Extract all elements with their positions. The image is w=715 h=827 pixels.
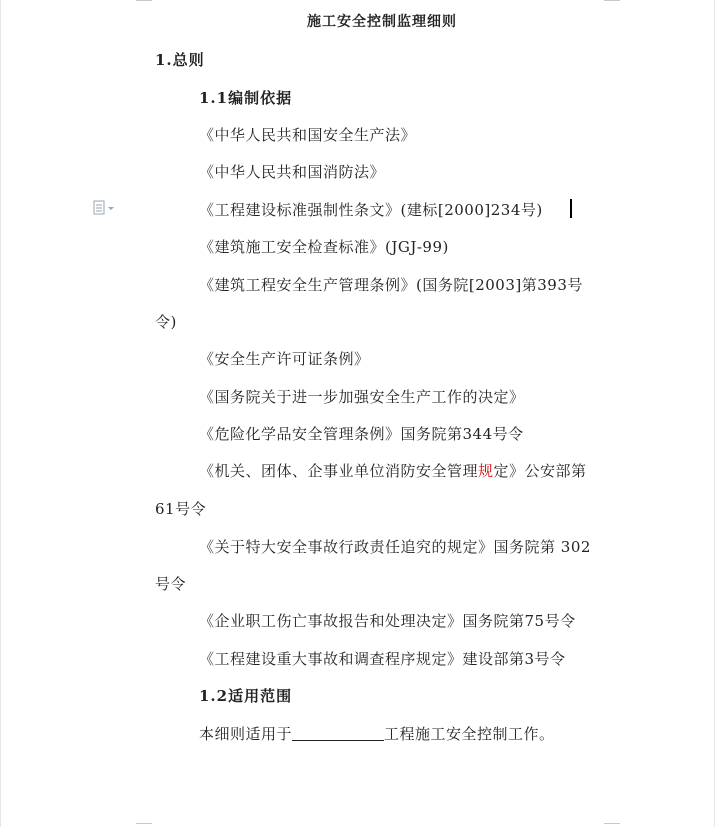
section-1-heading: 1.总则 [155, 51, 205, 69]
reference-text: 定》公安部第 [493, 462, 587, 480]
text-cursor [570, 199, 572, 218]
reference-line: 《危险化学品安全管理条例》国务院第344号令 [199, 425, 524, 443]
crop-mark-top-left [136, 0, 152, 1]
reference-line-continuation: 号令 [155, 575, 187, 593]
reference-line-continuation: 令) [155, 313, 177, 331]
document-title: 施工安全控制监理细则 [307, 14, 457, 30]
crop-mark-bottom-right [604, 823, 620, 824]
scope-line [199, 723, 555, 744]
crop-mark-bottom-left [136, 823, 152, 824]
reference-line: 《工程建设重大事故和调查程序规定》建设部第3号令 [199, 650, 566, 668]
reference-line: 《建筑施工安全检查标准》(JGJ-99) [199, 238, 449, 256]
scope-prefix: 本细则适用于 [199, 725, 293, 743]
project-name-blank[interactable] [292, 726, 384, 741]
reference-text: 《机关、团体、企事业单位消防安全管理 [199, 462, 479, 480]
scope-suffix: 工程施工安全控制工作。 [384, 725, 555, 743]
highlighted-character: 规 [478, 462, 494, 480]
reference-line: 《中华人民共和国消防法》 [199, 163, 386, 181]
reference-line-continuation: 61号令 [155, 500, 207, 518]
reference-line: 《国务院关于进一步加强安全生产工作的决定》 [199, 388, 525, 406]
reference-line: 《中华人民共和国安全生产法》 [199, 126, 417, 144]
reference-line: 《安全生产许可证条例》 [199, 350, 370, 368]
crop-mark-top-right [604, 0, 620, 1]
paragraph-layout-icon[interactable] [93, 200, 117, 216]
reference-line: 《企业职工伤亡事故报告和处理决定》国务院第75号令 [199, 612, 576, 630]
section-1-2-heading: 1.2适用范围 [199, 687, 293, 705]
reference-line: 《工程建设标准强制性条文》(建标[2000]234号) [199, 201, 543, 219]
section-1-1-heading: 1.1编制依据 [199, 89, 293, 107]
reference-line: 《关于特大安全事故行政责任追究的规定》国务院第 302 [199, 538, 591, 556]
reference-line: 《建筑工程安全生产管理条例》(国务院[2003]第393号 [199, 276, 583, 294]
reference-line [199, 460, 587, 481]
